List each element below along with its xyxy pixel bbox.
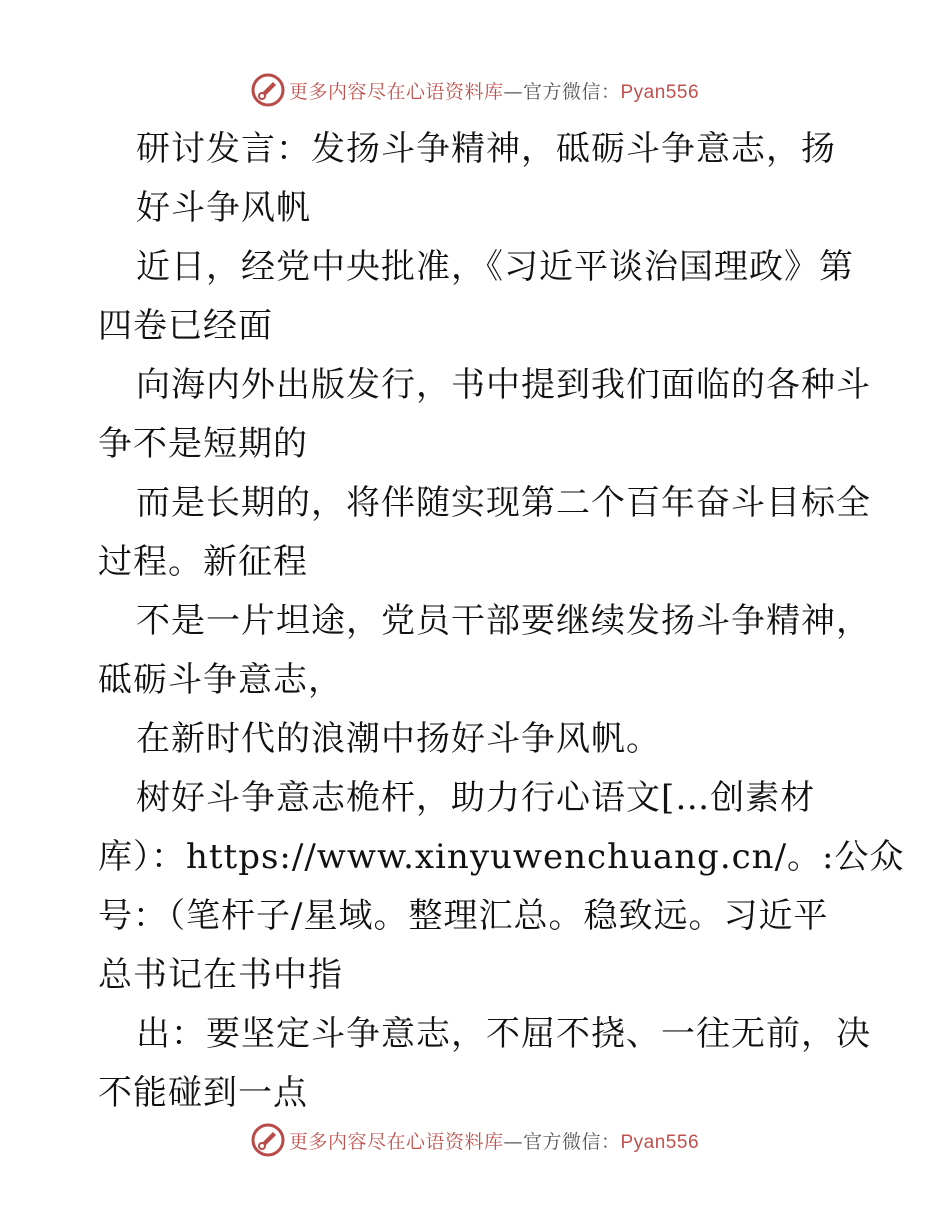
footer-banner — [0, 1120, 950, 1160]
paragraph — [98, 120, 858, 238]
header-wechat-id: Pyan556 — [620, 81, 700, 103]
footer-brand: 更多内容尽在心语资料库 — [288, 1130, 504, 1153]
paragraph-line: 向海内外出版发行，书中提到我们面临的各种斗 — [136, 365, 871, 405]
header-dash: — — [503, 80, 523, 103]
footer-text — [289, 1127, 699, 1154]
paragraph — [98, 710, 858, 769]
paragraph-line: 在新时代的浪潮中扬好斗争风帆。 — [136, 719, 661, 759]
paragraph — [98, 238, 858, 356]
paragraph-line: 不是一片坦途，党员干部要继续发扬斗争精神， — [136, 601, 871, 641]
paragraph-line: 研讨发言：发扬斗争精神，砥砺斗争意志，扬 — [136, 129, 836, 169]
paragraph — [98, 592, 871, 710]
header-brand: 更多内容尽在心语资料库 — [288, 80, 504, 103]
paragraph-line: 树好斗争意志桅杆，助力行心语文[…创素材 — [136, 778, 816, 818]
paragraph-line: 库）：https://www.xinyuwenchuang.cn/。:公众 — [98, 837, 905, 877]
paragraph-line: 四卷已经面 — [98, 306, 273, 346]
footer-dash: — — [503, 1130, 523, 1153]
paragraph-line: 近日，经党中央批准，《习近平谈治国理政》第 — [136, 247, 854, 287]
paragraph-line: 总书记在书中指 — [98, 955, 343, 995]
logo-icon — [251, 73, 285, 107]
paragraph-line: 砥砺斗争意志， — [98, 660, 343, 700]
paragraph — [98, 356, 871, 474]
document-body — [98, 120, 905, 1123]
paragraph-line: 好斗争风帆 — [136, 188, 311, 228]
paragraph — [98, 769, 905, 1005]
footer-wechat-id: Pyan556 — [620, 1131, 700, 1153]
paragraph-line: 号：（笔杆子/星域。整理汇总。稳致远。习近平 — [98, 896, 829, 936]
paragraph-line: 而是长期的，将伴随实现第二个百年奋斗目标全 — [136, 483, 871, 523]
paragraph-line: 不能碰到一点 — [98, 1073, 308, 1113]
header-text — [289, 77, 699, 104]
header-banner — [0, 70, 950, 110]
paragraph — [98, 1005, 871, 1123]
paragraph-line: 过程。新征程 — [98, 542, 308, 582]
paragraph-line: 争不是短期的 — [98, 424, 308, 464]
paragraph — [98, 474, 871, 592]
paragraph-line: 出：要坚定斗争意志，不屈不挠、一往无前，决 — [136, 1014, 871, 1054]
footer-wechat-label: 官方微信： — [522, 1130, 621, 1153]
header-wechat-label: 官方微信： — [522, 80, 621, 103]
logo-icon — [251, 1123, 285, 1157]
